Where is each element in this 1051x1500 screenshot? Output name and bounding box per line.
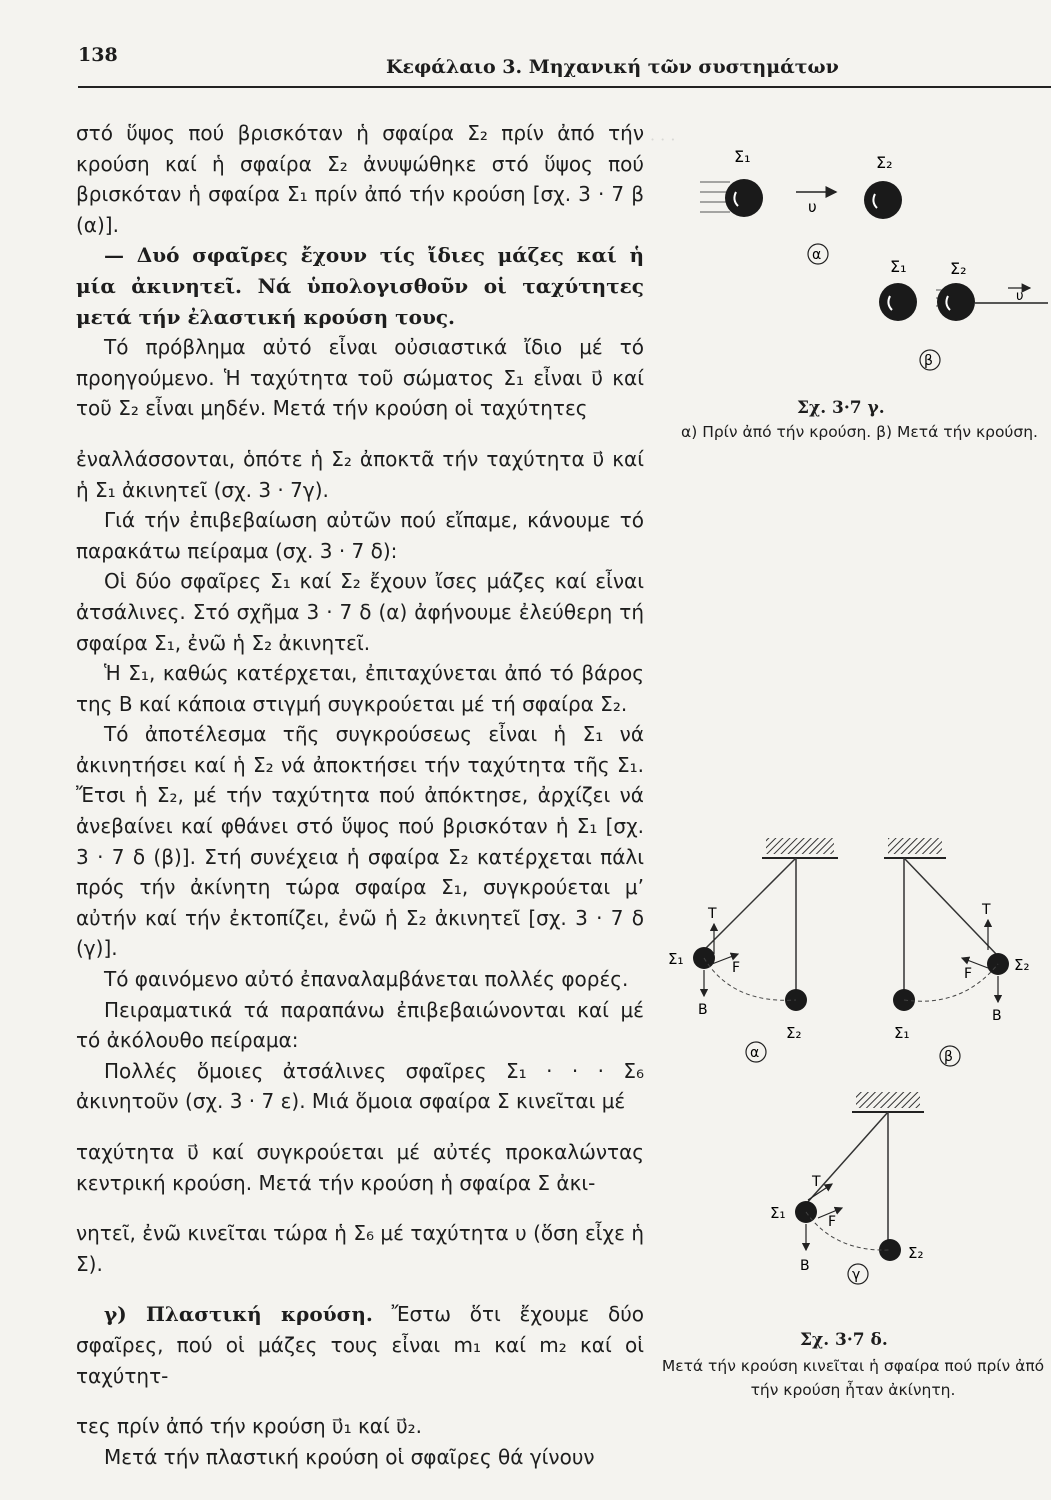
velocity-label: υ [808,198,817,216]
sphere-1 [879,283,917,321]
paragraph: ἐναλλάσσονται, ὁπότε ἡ Σ₂ ἀποκτᾶ τήν ταχύτητα υ⃗ καί ἡ Σ₁ ἀκινητεῖ (σχ. 3 · 7γ). [76,446,644,502]
ceiling-support [888,838,942,854]
sphere-1 [725,179,763,217]
paragraph: Γιά τήν ἐπιβεβαίωση αὐτῶν πού εἴπαμε, κάνουμε τό παρακάτω πείραμα (σχ. 3 · 7 δ): [76,508,644,563]
sphere-2 [937,283,975,321]
panel-a-label: α [750,1045,760,1061]
tension-label: T [982,902,991,918]
paragraph: Ἡ Σ₁, καθώς κατέρχεται, ἐπιταχύνεται ἀπό τό βάρος της Β καί κάποια στιγμή συγκρούεται μέ τή σφαίρα Σ₂. [76,661,644,716]
paragraph: Τό φαινόμενο αὐτό ἐπαναλαμβάνεται πολλές φορές. [104,967,629,992]
problem-heading: — Δυό σφαῖρες ἔχουν τίς ἴδιες μάζες καί ἡ μία ἀκινητεῖ. Νά ὑπολογισθοῦν οἱ ταχύτητες μετά τήν ἐλαστική κρούση τους. [76,243,644,329]
sphere2-label: Σ₂ [876,153,893,172]
velocity-label: υ [1016,289,1024,304]
sphere-2 [864,181,902,219]
force-label: F [828,1214,837,1230]
main-text-column [76,118,644,1472]
caption-title: Σχ. 3·7 γ. [797,398,885,418]
sphere1-label: Σ₁ [770,1204,786,1222]
ceiling-support [766,838,834,854]
string [806,1112,888,1204]
paragraph: στό ὕψος πού βρισκόταν ἡ σφαίρα Σ₂ πρίν ἀπό τήν κρούση καί ἡ σφαίρα Σ₂ ἀνυψώθηκε στό ὕψος πού βρισκόταν ἡ σφαίρα Σ₁ πρίν ἀπό τήν κρούση [σχ. 3 · 7 β (α)]. [76,121,644,237]
sphere-2 [879,1239,901,1261]
panel-b-label: β [944,1049,953,1065]
weight-label: B [800,1258,810,1274]
paragraph-text: Ἔστω ὅτι ἔχουμε δύο σφαῖρες, πού οἱ μάζες τους εἶναι m₁ καί m₂ καί οἱ ταχύτητ- [76,1302,644,1388]
arc-path [704,958,796,1000]
force-label: F [964,966,973,982]
weight-label: B [698,1002,708,1018]
sphere1-label: Σ₁ [734,147,751,166]
tension-label: T [812,1174,821,1190]
chapter-title: Κεφάλαιο 3. Μηχανική τῶν συστημάτων [386,56,839,78]
sphere2-label: Σ₂ [786,1024,802,1042]
force-label: F [732,960,741,976]
paragraph: ταχύτητα υ⃗ καί συγκρούεται μέ αὐτές προκαλώντας κεντρική κρούση. Μετά τήν κρούση ἡ σφαίρα Σ ἀκι- [76,1140,644,1195]
paragraph: Πειραματικά τά παραπάνω ἐπιβεβαιώνονται καί μέ τό ἀκόλουθο πείραμα: [76,997,644,1053]
paragraph [76,1299,644,1391]
sphere1-label: Σ₁ [668,950,684,968]
sphere2-label: Σ₂ [1014,956,1030,974]
arc-path [904,964,998,1001]
sphere2-label: Σ₂ [950,259,967,278]
paragraph: Μετά τήν πλαστική κρούση οἱ σφαῖρες θά γίνουν [104,1444,595,1469]
section-label: γ) Πλαστική κρούση. [104,1302,373,1327]
sphere1-label: Σ₁ [894,1024,910,1042]
sphere2-label: Σ₂ [908,1244,924,1262]
show-through-text: · · · [650,130,676,149]
weight-label: B [992,1008,1002,1024]
panel-a-label: α [812,247,822,263]
panel-b-label: β [924,353,933,369]
caption-text: Μετά τήν κρούση κινεῖται ἡ σφαίρα πού πρίν ἀπό τήν κρούση ἦταν ἀκίνητη. [661,1357,1045,1399]
paragraph: Οἱ δύο σφαῖρες Σ₁ καί Σ₂ ἔχουν ἴσες μάζες καί εἶναι ἀτσάλινες. Στό σχῆμα 3 · 7 δ (α) ἀφήνουμε ἐλεύθερη τή σφαίρα Σ₁, ἐνῶ ἡ Σ₂ ἀκινητεῖ. [76,569,644,655]
ceiling-support [856,1092,920,1108]
string [704,858,796,950]
figure-3-7-gamma [690,140,1051,380]
caption-title: Σχ. 3·7 δ. [800,1330,888,1350]
caption-text: α) Πρίν ἀπό τήν κρούση. β) Μετά τήν κρούση. [681,423,1038,441]
panel-c-label: γ [852,1267,861,1283]
paragraph: Πολλές ὅμοιες ἀτσάλινες σφαῖρες Σ₁ · · · Σ₆ ἀκινητοῦν (σχ. 3 · 7 ε). Μιά ὅμοια σφαίρα Σ κινεῖται μέ [76,1058,644,1114]
figure-3-7-delta [662,838,1051,1298]
paragraph: τες πρίν ἀπό τήν κρούση υ⃗₁ καί υ⃗₂. [76,1414,423,1439]
paragraph: Τό πρόβλημα αὐτό εἶναι οὐσιαστικά ἴδιο μέ τό προηγούμενο. Ἡ ταχύτητα τοῦ σώματος Σ₁ εἶναι υ⃗ καί τοῦ Σ₂ εἶναι μηδέν. Μετά τήν κρούση οἱ ταχύτητες [76,335,644,421]
page-number: 138 [78,44,118,66]
paragraph: νητεῖ, ἐνῶ κινεῖται τώρα ἡ Σ₆ μέ ταχύτητα υ (ὅση εἶχε ἡ Σ). [76,1221,644,1276]
sphere1-label: Σ₁ [890,257,907,276]
header-rule [78,86,1051,88]
paragraph: Τό ἀποτέλεσμα τῆς συγκρούσεως εἶναι ἡ Σ₁ νά ἀκινητήσει καί ἡ Σ₂ νά ἀποκτήσει τήν ταχύτητα τῆς Σ₁. Ἔτσι ἡ Σ₂, μέ τήν ταχύτητα πού ἀπόκτησε, ἀρχίζει νά ἀνεβαίνει καί φθάνει στό ὕψος πού βρισκόταν ἡ Σ₁ [σχ. 3 · 7 δ (β)]. Στή συνέχεια ἡ σφαίρα Σ₂ κατέρχεται πάλι πρός τήν ἀκίνητη τώρα σφαίρα Σ₁, συγκρούεται μ’ αὐτήν καί τήν ἐκτοπίζει, ἐνῶ ἡ Σ₂ ἀκινητεῖ [σχ. 3 · 7 δ (γ)]. [76,722,644,961]
tension-label: T [708,906,717,922]
